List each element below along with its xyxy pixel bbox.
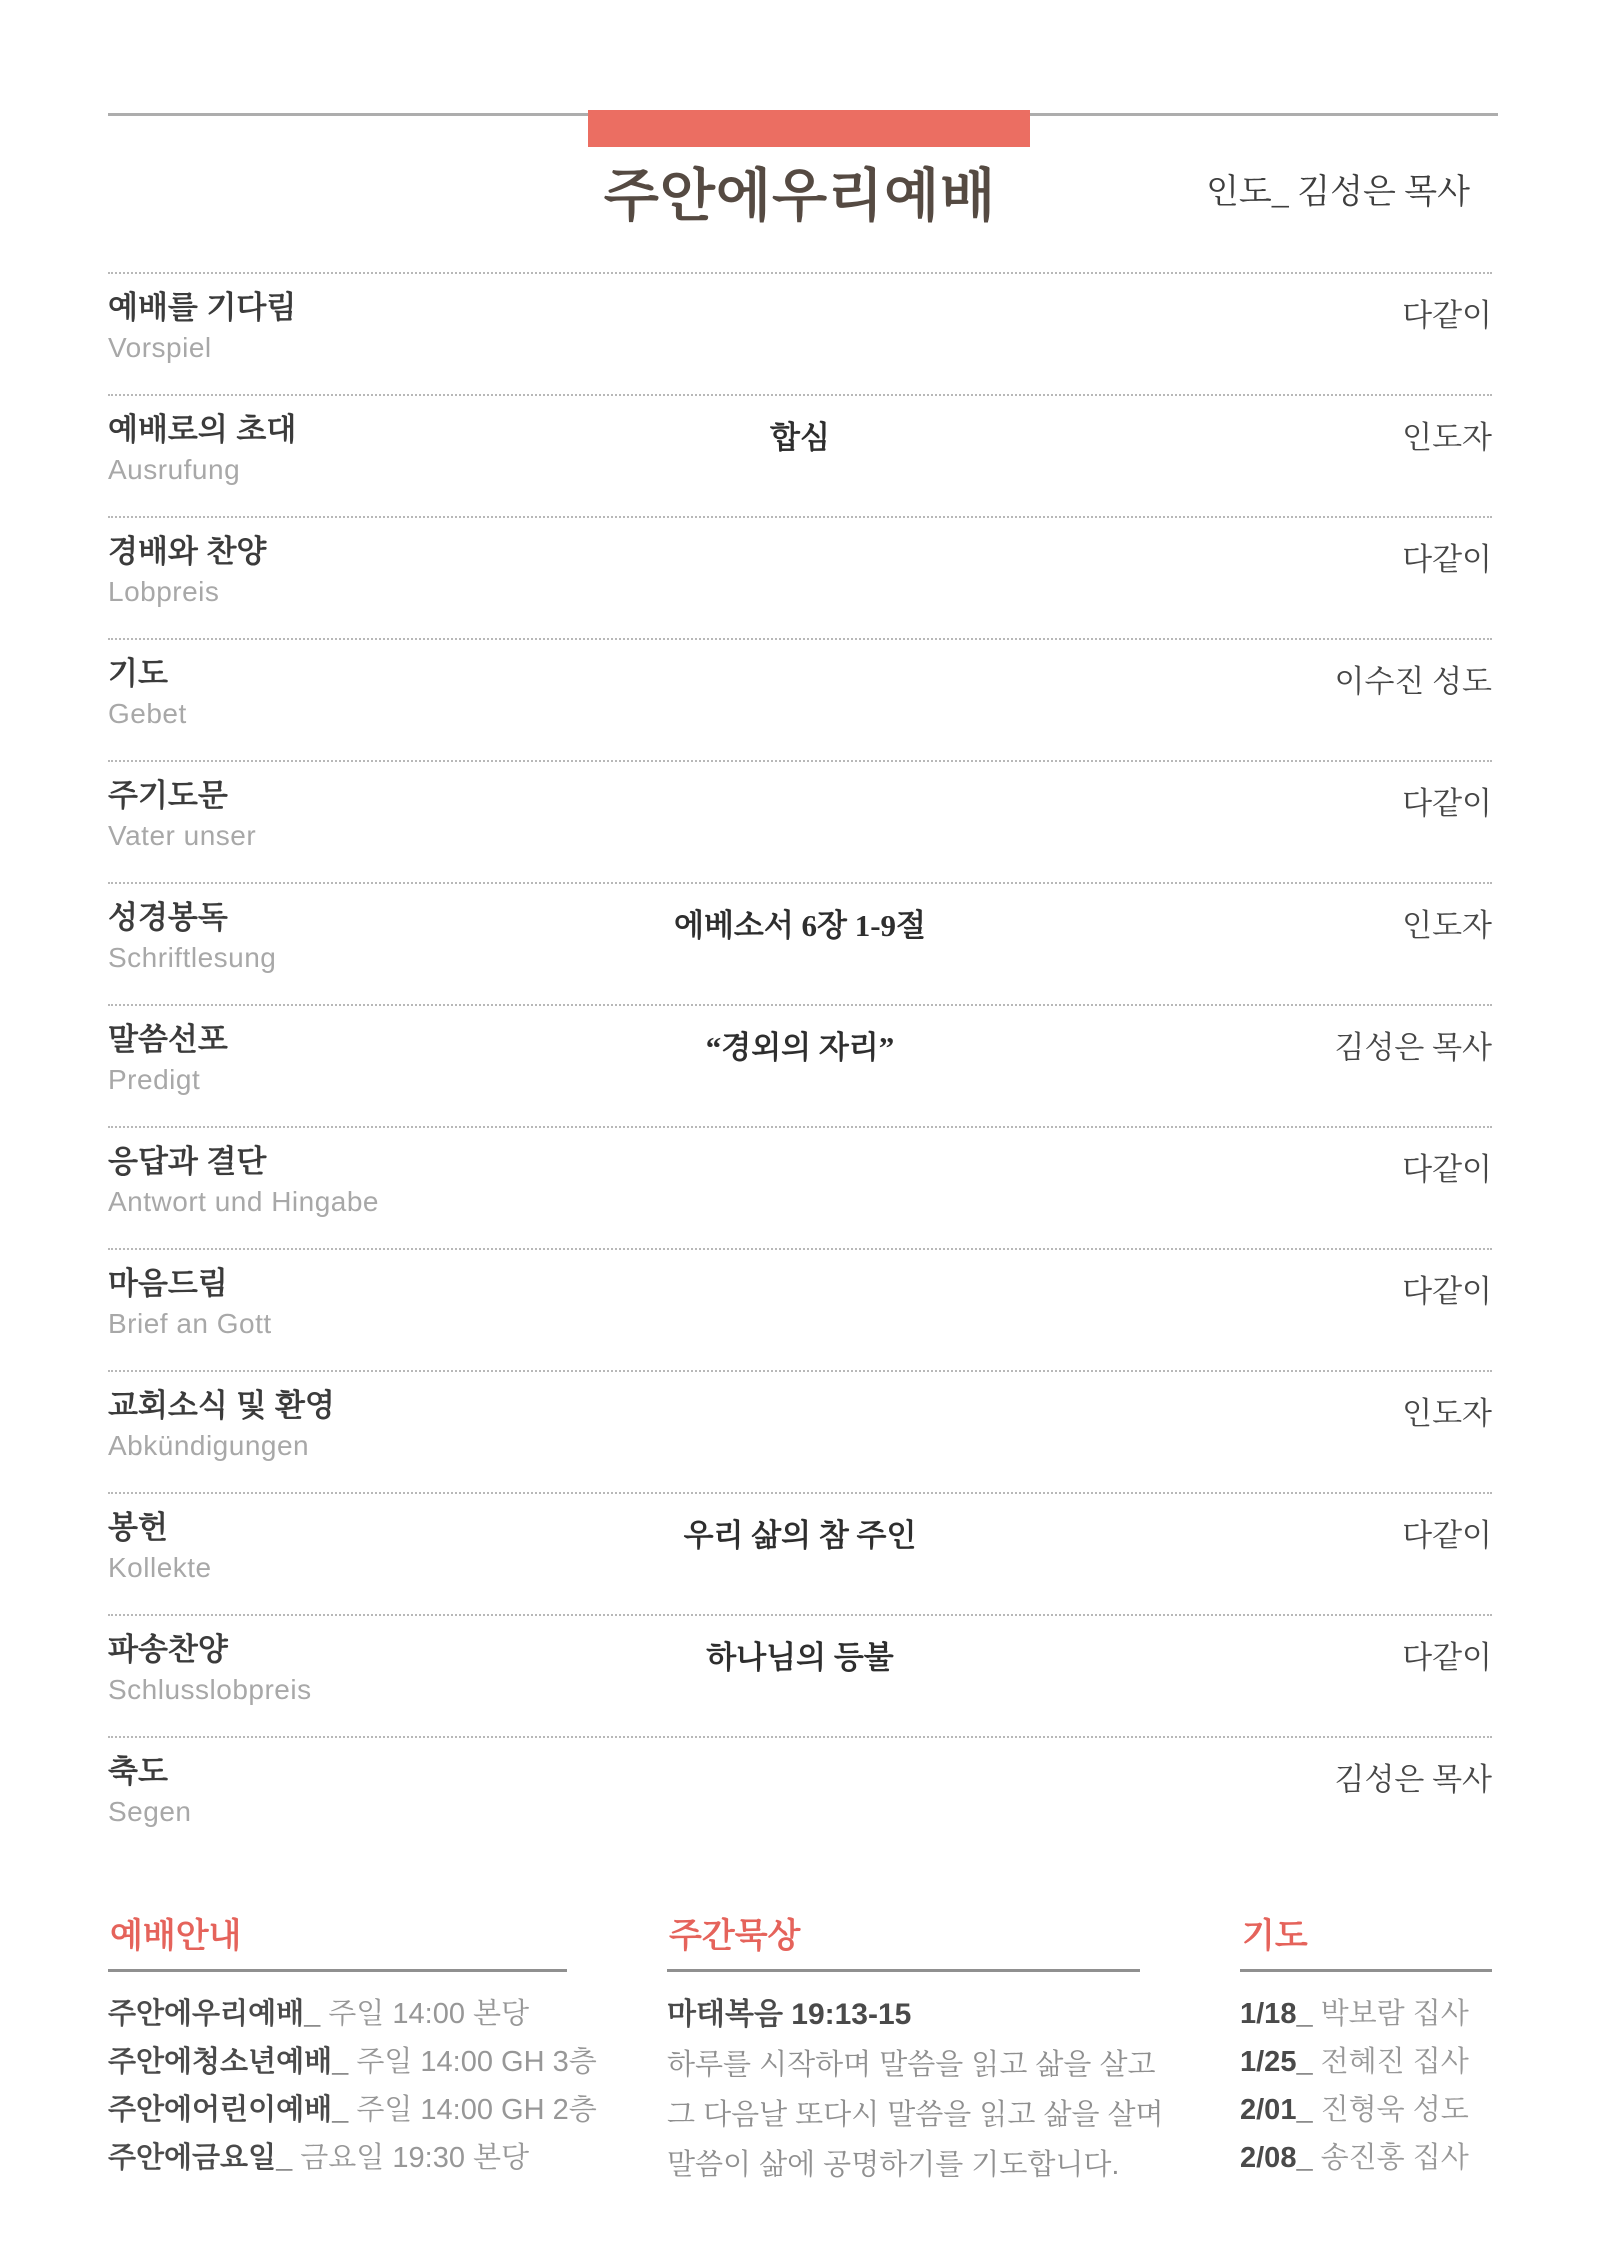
item-title-block [108, 640, 187, 733]
item-participant: 다같이 [1402, 298, 1492, 333]
prayer-date: 1/18_ [1240, 1998, 1313, 2030]
item-center-text: 하나님의 등불 [706, 1640, 894, 1675]
item-name: 주안에청소년예배_ [108, 2046, 349, 2078]
service-leader: 인도_ 김성은 목사 [1206, 174, 1470, 211]
item-subtitle-de: Vorspiel [108, 332, 212, 364]
prayer-date: 1/25_ [1240, 2046, 1313, 2078]
item-detail: 주일 14:00 GH 2층 [356, 2094, 597, 2126]
prayer-name: 박보람 집사 [1320, 1998, 1469, 2030]
item-title-ko: 마음드림 [108, 1266, 228, 1301]
footer [108, 1908, 1492, 2190]
liturgy-row [108, 272, 1492, 394]
liturgy-list [108, 272, 1492, 1858]
info-item [108, 2038, 597, 2086]
item-participant: 이수진 성도 [1334, 664, 1492, 699]
item-name: 주안에금요일_ [108, 2142, 293, 2174]
item-participant: 다같이 [1402, 1152, 1492, 1187]
item-subtitle-de: Kollekte [108, 1552, 212, 1584]
liturgy-row [108, 882, 1492, 1004]
item-title-ko: 기도 [108, 656, 168, 691]
item-title-ko: 예배로의 초대 [108, 412, 297, 447]
item-participant: 다같이 [1402, 1640, 1492, 1675]
item-title-block [108, 884, 276, 977]
liturgy-row [108, 1370, 1492, 1492]
item-title-ko: 예배를 기다림 [108, 290, 297, 325]
item-subtitle-de: Schlusslobpreis [108, 1674, 312, 1706]
liturgy-row [108, 638, 1492, 760]
weekly-meditation-section [667, 1908, 1164, 2190]
item-participant: 김성은 목사 [1334, 1030, 1492, 1065]
item-participant: 김성은 목사 [1334, 1762, 1492, 1797]
liturgy-row [108, 1126, 1492, 1248]
prayer-name: 전혜진 집사 [1320, 2046, 1469, 2078]
item-subtitle-de: Segen [108, 1796, 192, 1828]
item-title-ko: 파송찬양 [108, 1632, 228, 1667]
liturgy-row [108, 1492, 1492, 1614]
item-title-block [108, 762, 256, 855]
accent-bar [588, 110, 1030, 147]
liturgy-row [108, 394, 1492, 516]
item-title-block [108, 1494, 212, 1587]
item-title-block [108, 1616, 312, 1709]
item-participant: 인도자 [1402, 908, 1492, 943]
item-title-block [108, 396, 296, 489]
item-detail: 주일 14:00 GH 3층 [356, 2046, 597, 2078]
item-subtitle-de: Vater unser [108, 820, 257, 852]
prayer-item [1240, 2134, 1492, 2182]
liturgy-row [108, 760, 1492, 882]
item-title-block [108, 1372, 335, 1465]
item-subtitle-de: Brief an Gott [108, 1308, 272, 1340]
item-subtitle-de: Predigt [108, 1064, 201, 1096]
item-title-block [108, 518, 266, 611]
liturgy-row [108, 1004, 1492, 1126]
section-heading-prayer: 기도 [1240, 1908, 1492, 1972]
item-title-ko: 주기도문 [108, 778, 228, 813]
item-center-text: “경외의 자리” [705, 1030, 895, 1065]
liturgy-row [108, 1736, 1492, 1858]
worship-info-items [108, 1990, 597, 2182]
item-title-block [108, 1006, 228, 1099]
meditation-line: 하루를 시작하며 말씀을 읽고 삶을 살고 [667, 2049, 1156, 2081]
worship-info-section [108, 1908, 597, 2190]
info-item [108, 2086, 597, 2134]
item-title-ko: 말씀선포 [108, 1022, 228, 1057]
prayer-items [1240, 1990, 1492, 2182]
item-name: 주안에우리예배_ [108, 1998, 321, 2030]
section-heading-worship-info: 예배안내 [108, 1908, 567, 1972]
liturgy-row [108, 1248, 1492, 1370]
scripture-ref: 마태복음 19:13-15 [667, 1998, 912, 2031]
item-title-ko: 교회소식 및 환영 [108, 1388, 335, 1423]
item-title-block [108, 1250, 272, 1343]
prayer-name: 송진홍 집사 [1320, 2142, 1469, 2174]
item-subtitle-de: Ausrufung [108, 454, 241, 486]
item-title-block [108, 1128, 379, 1221]
section-heading-meditation: 주간묵상 [667, 1908, 1140, 1972]
prayer-section [1240, 1908, 1492, 2190]
prayer-item [1240, 2038, 1492, 2086]
item-title-ko: 축도 [108, 1754, 168, 1789]
item-subtitle-de: Antwort und Hingabe [108, 1186, 380, 1218]
header [0, 0, 1600, 272]
item-subtitle-de: Gebet [108, 698, 187, 730]
prayer-item [1240, 1990, 1492, 2038]
item-name: 주안에어린이예배_ [108, 2094, 349, 2126]
prayer-name: 진형욱 성도 [1320, 2094, 1469, 2126]
item-detail: 주일 14:00 본당 [328, 1998, 530, 2030]
prayer-date: 2/08_ [1240, 2142, 1313, 2174]
item-title-ko: 경배와 찬양 [108, 534, 267, 569]
item-participant: 인도자 [1402, 1396, 1492, 1431]
item-center-text: 합심 [770, 420, 830, 455]
item-participant: 다같이 [1402, 1518, 1492, 1553]
item-subtitle-de: Schriftlesung [108, 942, 277, 974]
item-title-ko: 성경봉독 [108, 900, 228, 935]
item-participant: 다같이 [1402, 786, 1492, 821]
prayer-date: 2/01_ [1240, 2094, 1313, 2126]
liturgy-row [108, 516, 1492, 638]
item-title-ko: 응답과 결단 [108, 1144, 267, 1179]
item-participant: 인도자 [1402, 420, 1492, 455]
item-title-block [108, 274, 296, 367]
meditation-items [667, 1990, 1164, 2190]
page-title: 주안에우리예배 [603, 164, 997, 228]
item-detail: 금요일 19:30 본당 [300, 2142, 530, 2174]
item-center-text: 에베소서 6장 1-9절 [674, 908, 926, 943]
liturgy-row [108, 1614, 1492, 1736]
meditation-line: 그 다음날 또다시 말씀을 읽고 삶을 살며 [667, 2099, 1164, 2131]
info-item [108, 2134, 567, 2182]
item-subtitle-de: Abkündigungen [108, 1430, 310, 1462]
item-title-ko: 봉헌 [108, 1510, 168, 1545]
item-subtitle-de: Lobpreis [108, 576, 220, 608]
item-center-text: 우리 삶의 참 주인 [683, 1518, 917, 1553]
item-participant: 다같이 [1402, 1274, 1492, 1309]
info-item [108, 1990, 567, 2038]
prayer-item [1240, 2086, 1492, 2134]
meditation-line: 말씀이 삶에 공명하기를 기도합니다. [667, 2149, 1120, 2181]
item-title-block [108, 1738, 191, 1831]
item-participant: 다같이 [1402, 542, 1492, 577]
